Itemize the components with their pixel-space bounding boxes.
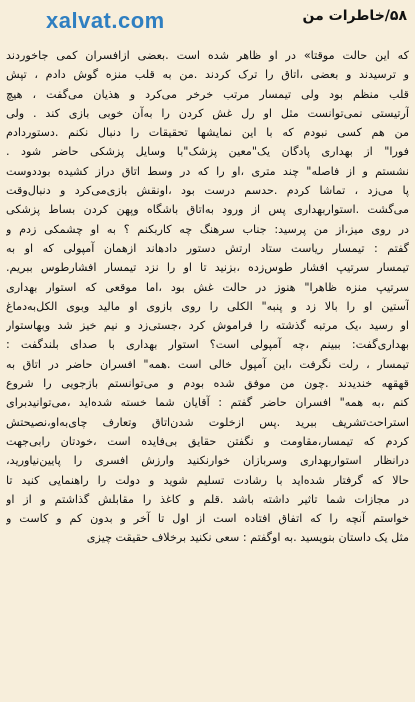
text-line: بهداری‌گفت: ببینم ،چه آمپولی است؟ استوار بهداری با صدای بلندگفت : xyxy=(6,338,409,352)
text-line: مثل یک داستان بنویسید .به اوگفتم : سعی نکنید برخلاف حقیقت چیزی xyxy=(86,531,409,545)
site-watermark: xalvat.com xyxy=(46,8,165,33)
text-line: در روی میز،از من پرسید: جناب سرهنگ چه کاربکنم ؟ به او چشمکی زدم و xyxy=(6,222,409,236)
text-line: که این حالت موقتا» در او ظاهر شده است .بعضی ازافسران کمی جاخوردند xyxy=(6,49,409,62)
text-line: حالا که گرفتار شده‌اید با رشادت تسلیم شوید و دولت را راهنمایی کنید تا xyxy=(6,473,409,487)
text-line: او رسید ،یک مرتبه گذشته را فراموش کرد ،جستی‌زد و نیم خیز شد وبهاستوار xyxy=(6,319,409,333)
text-line: خواستم آنچه را که اتفاق افتاده است از اول تا آخر و بدون کم و کاست و xyxy=(6,512,409,526)
text-line: قهقهه خندیدند .چون من موفق شده بودم و می‌توانستم بازجویی را شروع xyxy=(6,377,409,391)
text-line: گفتم : تیمسار ریاست ستاد ارتش دستور دادهاند ازهمان آمپولی که او به xyxy=(6,241,409,255)
text-line: نشستم و از فاصله" چند متری ،او را که در وسط اتاق دراز کشیده بوددوست xyxy=(6,164,409,178)
text-line: پا می‌زد ، تماشا کردم .حدسم درست بود ،اونقش بازی‌می‌کرد و دنبال‌وقت xyxy=(6,184,409,198)
text-line: درانظار استواربهداری وسربازان خوارنکنید وارزش افسری را پایین‌نیاورید، xyxy=(6,454,409,468)
text-line: و ترسیدند و بعضی ،اتاق را ترک کردند .من به قلب منزه گوش دادم ، تپش xyxy=(6,68,409,82)
text-line: در مجازات شما تاثیر داشته باشد .قلم و کاغذ را مقابلش گذاشتم و از او xyxy=(6,492,409,506)
text-line: آرتیستی نمی‌توانست مثل او رل غش کردن را به‌آن خوبی بازی کند . ولی xyxy=(6,106,409,120)
text-line: می‌گشت .استواربهداری پس از ورود به‌اتاق باشگاه وپهن کردن بساط پزشکی xyxy=(6,203,409,217)
text-line: کردم که تیمسار،مقاومت و نگفتن حقایق بی‌فایده است ،خودتان رابی‌جهت xyxy=(6,434,409,448)
body-text xyxy=(6,46,409,548)
text-line: آستین او را بالا زد و پنبه" الکلی را روی بازوی او مالید وبوی الکل‌به‌دماغ xyxy=(6,299,409,313)
text-line: تیمسار ، رلت نگرفت ،این آمپول خالی است .همه" افسران حاضر در اتاق به xyxy=(6,357,409,371)
text-line: کنم ،به همه" افسران حاضر گفتم : آقایان شما خسته شده‌اید ،می‌توانیدبرای xyxy=(6,396,409,410)
page-header: ۵۸/خاطرات من xyxy=(302,8,407,24)
text-line: استراحت‌تشریف ببرید .پس ازخلوت شدن‌اتاق وتعارف چای‌به‌او،نصیحتش xyxy=(6,415,409,429)
text-line: من هم کسی نبودم که با این نمایشها تحقیقات را دنبال نکنم .دستوردادم xyxy=(6,126,409,140)
text-line: سرتیپ منزه ظاهرا" هنوز در حالت غش بود ،اما موقعی که استوار بهداری xyxy=(6,280,409,294)
text-line: قلب منظم بود ولی تیمسار مرتب خرخر می‌کرد و هذیان می‌گفت ، هیچ xyxy=(6,87,409,101)
text-line: تیمسار سرتیپ افشار طوس‌زده ،بزنید تا او را نزد تیمسار افشارطوس ببریم. xyxy=(6,261,409,275)
text-line: فورا" از بهداری پادگان یک"معین پزشک"با وسایل پزشکی حاضر شود . xyxy=(6,145,409,159)
